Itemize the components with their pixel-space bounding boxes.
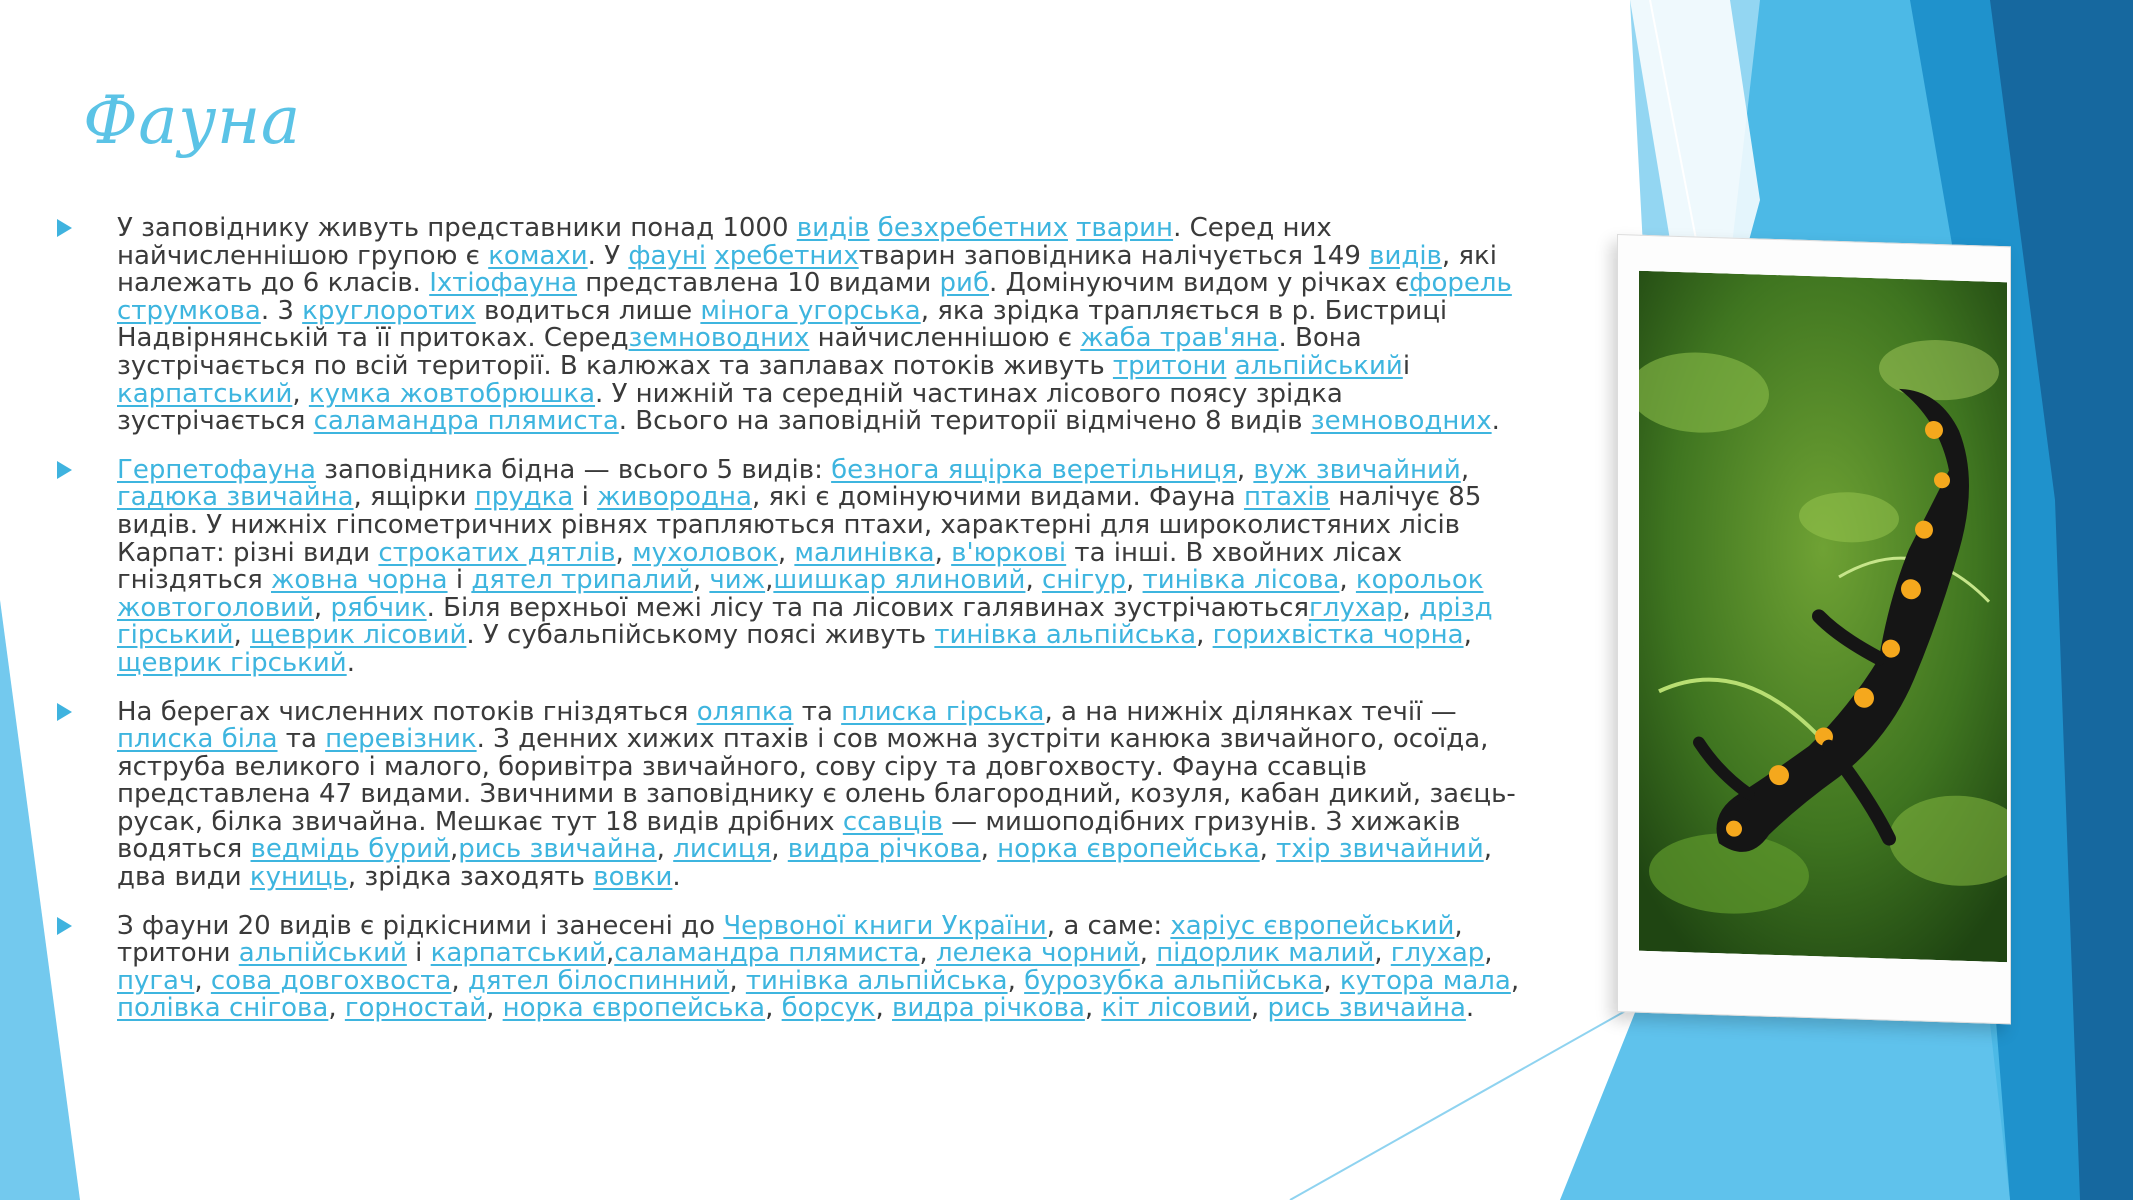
paragraph-text: , [233,620,251,651]
wiki-link[interactable]: ссавців [842,806,943,837]
wiki-link[interactable]: дрізд гірський [117,592,1493,651]
paragraph-text: , два види [117,834,1492,893]
wiki-link[interactable]: полівка снігова [117,993,329,1024]
paragraph-text: , [656,834,674,865]
wiki-link[interactable]: щеврик гірський [117,647,347,678]
wiki-link[interactable]: дятел білоспинний [467,965,730,996]
paragraph-text: . У [587,240,629,271]
wiki-link[interactable]: лелека чорний [935,938,1140,969]
wiki-link[interactable]: горностай [344,993,487,1024]
paragraph-text: , [1250,993,1268,1024]
slide-title: Фауна [83,82,301,159]
wiki-link[interactable]: альпійський [1234,350,1403,381]
wiki-link[interactable]: земноводних [1310,406,1492,437]
paragraph-text: , [1007,965,1025,996]
wiki-link[interactable]: карпатський [430,938,606,969]
wiki-link[interactable]: Іхтіофауна [429,268,578,299]
wiki-link[interactable]: земноводних [628,323,810,354]
wiki-link[interactable]: харіус європейський [1170,910,1455,941]
wiki-link[interactable]: оляпка [696,696,794,727]
paragraph-text: , [615,537,633,568]
wiki-link[interactable]: плиска гірська [841,696,1045,727]
paragraph-text: , [1259,834,1277,865]
paragraph-text: , [1196,620,1213,651]
wiki-link[interactable]: альпійський [238,938,407,969]
paragraph-text: , ящірки [353,482,475,513]
paragraph-text: та [793,696,842,727]
paragraph-text [870,213,878,243]
paragraph-text: , [771,834,788,865]
paragraph-text: . Біля верхньої межі лісу та па лісових галявинах зустрічаються [426,592,1310,623]
paragraph-text: найчисленнішою є [809,323,1081,354]
paragraph-text: , [606,938,615,969]
wiki-link[interactable]: видра річкова [787,834,981,865]
wiki-link[interactable]: видра річкова [892,993,1085,1024]
paragraph-text: налічує 85 видів. У нижніх гіпсометричних рівнях трапляються птахи, характерні для широколистяних лісів Карпат: різні види [117,482,1482,568]
paragraph-text: . У субальпійському поясі живуть [466,620,935,651]
wiki-link[interactable]: мінога угорська [700,295,921,326]
wiki-link[interactable]: Червоної книги України [723,910,1047,941]
paragraph-text: , [451,965,468,996]
wiki-link[interactable]: плиска біла [117,724,278,755]
paragraph-text: . [672,862,681,893]
wiki-link[interactable]: глухар [1309,592,1403,623]
paragraph-text: , які належать до 6 класів. [117,240,1497,299]
paragraph-text: , [1402,592,1420,623]
wiki-link[interactable]: тварин [1076,213,1174,243]
paragraph-text: , [934,537,952,568]
paragraph-text: . Всього на заповідній території відмічено 8 видів [618,406,1311,437]
wiki-link[interactable]: лисиця [673,834,772,865]
wiki-link[interactable]: тинівка альпійська [745,965,1008,996]
wiki-link[interactable]: куниць [249,862,348,893]
paragraph-text: . Серед них найчисленнішою групою є [117,213,1332,271]
wiki-link[interactable]: норка європейська [997,834,1260,865]
paragraph-text: , [1339,565,1356,596]
paragraph-text: , [1084,993,1102,1024]
wiki-link[interactable]: гадюка звичайна [117,482,354,513]
wiki-link[interactable]: ведмідь бурий [250,834,450,865]
bullet-arrow-icon [57,461,72,479]
wiki-link[interactable]: підорлик малий [1156,938,1375,969]
wiki-link[interactable]: безнога ящірка веретільниця [831,454,1237,485]
paragraph-text: , [1025,565,1042,596]
paragraph-text: і [447,565,472,596]
wiki-link[interactable]: хребетних [714,240,859,271]
paragraph-text: . [1491,406,1500,437]
bullet-paragraph [57,910,1535,1024]
paragraph-text: . З денних хижих птахів і сов можна зустріти канюка звичайного, осоїда, яструба великого і малого, боривітра звичайного, сову сіру та довгохвосту. Фауна ссавців представлена 47 видами. Звичними в заповіднику є олень благородний, козуля, кабан дикий, заєць-русак, білка звичайна. Мешкає тут 18 видів дрібних [117,724,1516,837]
paragraph-text: і [1402,350,1411,381]
paragraph-text: і [406,938,431,969]
paragraph-text: , [449,834,459,865]
paragraph-text: . У нижній та середній частинах лісового поясу зрідка зустрічається [117,378,1343,437]
paragraph-text: На берегах численних потоків гніздяться [117,696,697,727]
paragraph-text: . Домінуючим видом у річках є [988,268,1410,299]
paragraph-text: , [1463,620,1472,651]
wiki-link[interactable]: Герпетофауна [117,454,316,485]
paragraph-text [1068,213,1076,243]
paragraph-text: , [875,993,893,1024]
bullet-paragraph [57,215,1535,436]
paragraph-text: , [1460,454,1470,485]
paragraph-text: . Вона зустрічається по всій території. В калюжах та заплавах потоків живуть [117,323,1362,381]
wiki-link[interactable]: форель струмкова [117,268,1512,326]
wiki-link[interactable]: кутора мала [1339,965,1511,996]
wiki-link[interactable]: кумка жовтобрюшка [308,378,596,409]
wiki-link[interactable]: сова довгохвоста [210,965,452,996]
paragraph-text: тварин заповідника налічується 149 [858,240,1370,271]
wiki-link[interactable]: тинівка альпійська [934,620,1197,651]
wiki-link[interactable]: малинівка [794,537,935,568]
bullet-arrow-icon [57,219,72,237]
wiki-link[interactable]: тритони [1112,350,1227,381]
paragraph-text: , [1139,938,1157,969]
wiki-link[interactable]: тхір звичайний [1276,834,1484,865]
wiki-link[interactable]: бурозубка альпійська [1024,965,1324,996]
paragraph-text: , [729,965,746,996]
paragraph-text: , [1236,454,1254,485]
wiki-link[interactable]: рябчик [330,592,427,623]
paragraph-text: З фауни 20 видів є рідкісними і занесені до [117,910,724,941]
paragraph-text: , тритони [117,910,1463,969]
wiki-link[interactable]: карпатський [117,378,293,409]
paragraph-text: , [486,993,503,1024]
paragraph-text: , яка зрідка трапляється в р. Бистриці Надвірнянській та її притоках. Серед [117,295,1448,354]
paragraph-text: , [1374,938,1391,969]
wiki-link[interactable]: жаба трав'яна [1080,323,1279,354]
wiki-link[interactable]: саламандра плямиста [614,938,920,969]
wiki-link[interactable]: норка європейська [502,993,766,1024]
paragraph-text: . [1465,993,1475,1024]
paragraph-text: — мишоподібних гризунів. З хижаків водяться [117,806,1461,865]
paragraph-text: У заповіднику живуть представники понад 1000 [117,213,797,243]
wiki-link[interactable]: риб [939,268,989,299]
bullet-paragraph [57,454,1535,678]
wiki-link[interactable]: глухар [1390,938,1485,969]
paragraph-text: , зрідка заходять [347,862,594,893]
wiki-link[interactable]: прудка [474,482,574,513]
photo-frame [1617,234,2011,1024]
wiki-link[interactable]: живородна [597,482,752,513]
paragraph-text: , [1323,965,1340,996]
wiki-link[interactable]: кіт лісовий [1101,993,1251,1024]
paragraph-text: , [1484,938,1493,969]
paragraph-text: . 3 [260,295,303,326]
paragraph-text: , [328,993,345,1024]
paragraph-text: , [980,834,998,865]
paragraph-text: , [1510,965,1520,996]
salamander-photo [1639,271,2007,963]
wiki-link[interactable]: жовна чорна [271,565,448,596]
paragraph-text: , а саме: [1046,910,1171,941]
wiki-link[interactable]: вовки [593,862,673,893]
paragraph-text: і [573,482,598,513]
paragraph-text: , [292,378,309,409]
paragraph-text: , [777,537,795,568]
paragraph-text: заповідника бідна — всього 5 видів: [315,454,832,485]
paragraph-text: водиться лише [475,295,701,326]
paragraph-text [1226,351,1234,381]
wiki-link[interactable]: рись звичайна [1267,993,1466,1024]
paragraph-text: , які є домінуючими видами. Фауна [751,482,1244,513]
paragraph-text: представлена 10 видами [577,268,940,299]
wiki-link[interactable]: борсук [781,993,876,1024]
bullet-arrow-icon [57,703,72,721]
wiki-link[interactable]: чиж [709,565,766,596]
wiki-link[interactable]: комахи [488,240,588,271]
wiki-link[interactable]: шишкар ялиновий [773,565,1026,596]
paragraph-text: , [1126,565,1143,596]
wiki-link[interactable]: мухоловок [632,537,778,568]
wiki-link[interactable]: в'юркові [951,537,1067,568]
paragraph-text: та інші. В хвойних лісах гніздяться [117,537,1403,596]
paragraph-text: . [346,647,355,678]
paragraph-text: , [765,565,774,596]
wiki-link[interactable]: перевізник [325,724,477,755]
bullet-arrow-icon [57,917,72,935]
wiki-link[interactable]: вуж звичайний [1253,454,1461,485]
paragraph-text: , [313,592,331,623]
wiki-link[interactable]: фауні [628,240,707,271]
paragraph-text: , а на нижніх ділянках течії — [1044,696,1457,727]
wiki-link[interactable]: безхребетних [877,213,1068,243]
wiki-link[interactable]: строкатих дятлів [378,537,616,568]
wiki-link[interactable]: дятел трипалий [471,565,693,596]
wiki-link[interactable]: видів [796,213,870,243]
paragraph-text: , [765,993,782,1024]
wiki-link[interactable]: тинівка лісова [1142,565,1340,596]
wiki-link[interactable]: круглоротих [302,295,476,326]
bullet-list [57,215,1535,1044]
bullet-paragraph [57,696,1535,893]
wiki-link[interactable]: снігур [1041,565,1127,596]
paragraph-text: , [194,965,211,996]
paragraph-text: , [919,938,936,969]
paragraph-text: , [692,565,710,596]
wiki-link[interactable]: видів [1369,240,1442,271]
wiki-link[interactable]: птахів [1243,482,1330,513]
wiki-link[interactable]: щеврик лісовий [250,620,467,651]
paragraph-text: та [277,724,326,755]
wiki-link[interactable]: горихвістка чорна [1212,620,1464,651]
wiki-link[interactable]: саламандра плямиста [313,406,619,437]
wiki-link[interactable]: пугач [117,965,195,996]
wiki-link[interactable]: корольок жовтоголовий [117,565,1484,623]
wiki-link[interactable]: рись звичайна [458,834,657,865]
